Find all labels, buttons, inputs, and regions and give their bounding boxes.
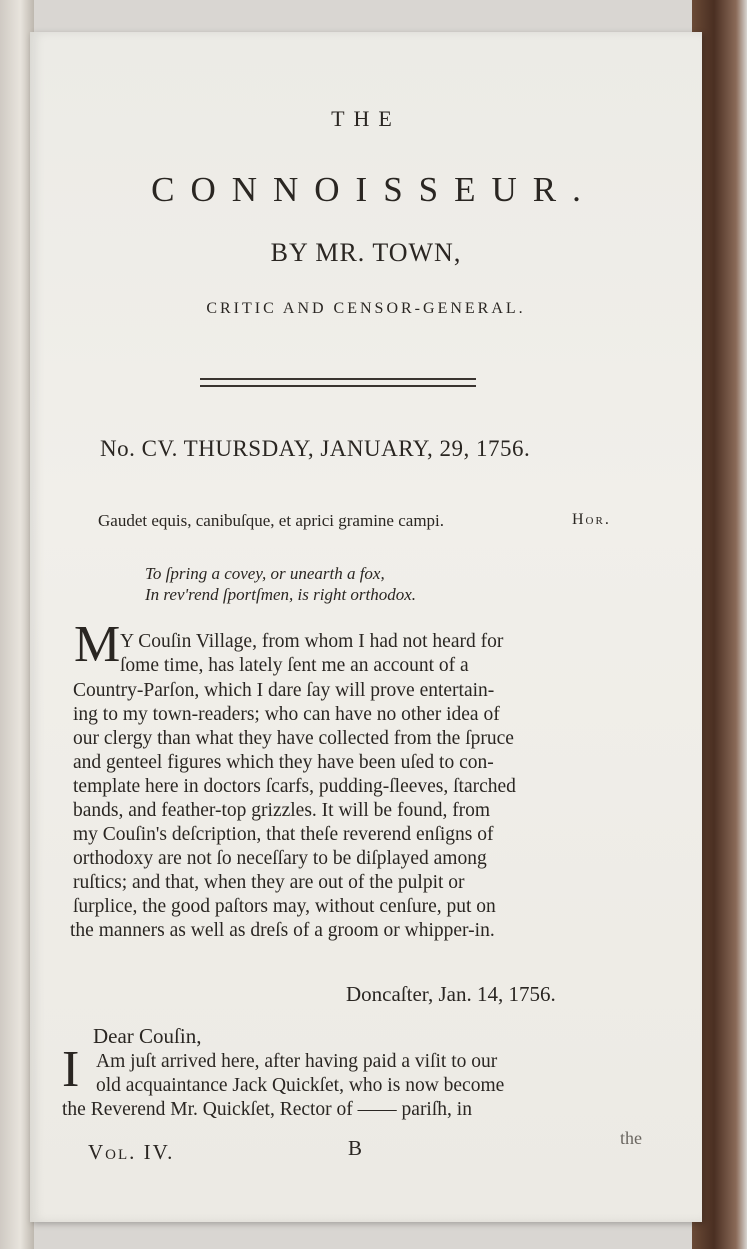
volume-mark: Vol. IV. — [88, 1140, 175, 1164]
text-line: the Reverend Mr. Quickſet, Rector of —— pariſh, in — [62, 1099, 472, 1120]
text-line: Country-Parſon, which I dare ſay will prove entertain- — [73, 680, 495, 701]
text-line: bands, and feather-top grizzles. It will be found, from — [73, 800, 491, 821]
text-line: ruſtics; and that, when they are out of the pulpit or — [73, 872, 465, 893]
text-line: template here in doctors ſcarfs, pudding-ſleeves, ſtarched — [73, 776, 516, 797]
text-line: ing to my town-readers; who can have no other idea of — [73, 704, 500, 725]
text-line: orthodoxy are not ſo neceſſary to be diſplayed among — [73, 848, 487, 869]
text-line: old acquaintance Jack Quickſet, who is now become — [96, 1075, 505, 1096]
text-line: our clergy than what they have collected from the ſpruce — [73, 728, 514, 749]
text-line: Am juſt arrived here, after having paid a viſit to our — [96, 1051, 498, 1072]
drop-cap: I — [62, 1041, 80, 1098]
letter-salutation: Dear Couſin, — [93, 1024, 202, 1048]
text-line: the manners as well as dreſs of a groom or whipper-in. — [70, 920, 495, 941]
text-line: ſome time, has lately ſent me an account of a — [120, 655, 469, 676]
subtitle: CRITIC AND CENSOR-GENERAL. — [206, 300, 526, 317]
facing-page-edge — [0, 0, 34, 1249]
latin-motto: Gaudet equis, canibuſque, et aprici gramine campi. — [98, 511, 445, 530]
issue-heading: No. CV. THURSDAY, JANUARY, 29, 1756. — [100, 436, 531, 461]
signature-mark: B — [348, 1136, 363, 1160]
book-page — [30, 32, 702, 1222]
drop-cap: M — [74, 616, 121, 673]
text-line: ſurplice, the good paſtors may, without cenſure, put on — [73, 896, 496, 917]
byline: BY MR. TOWN, — [270, 238, 462, 267]
text-line: and genteel figures which they have been uſed to con- — [73, 752, 494, 773]
verse-line: In rev'rend ſportſmen, is right orthodox. — [145, 585, 417, 604]
letter-dateline: Doncaſter, Jan. 14, 1756. — [346, 982, 556, 1006]
motto-source: Hor. — [572, 511, 611, 528]
text-line: my Couſin's deſcription, that theſe reverend enſigns of — [73, 824, 494, 845]
catchword: the — [620, 1128, 642, 1148]
verse-line: To ſpring a covey, or unearth a fox, — [145, 564, 385, 583]
page-title: CONNOISSEUR. — [151, 170, 597, 209]
title-the: THE — [331, 106, 401, 131]
double-rule-divider — [200, 378, 476, 387]
text-line: Y Couſin Village, from whom I had not heard for — [120, 631, 504, 652]
